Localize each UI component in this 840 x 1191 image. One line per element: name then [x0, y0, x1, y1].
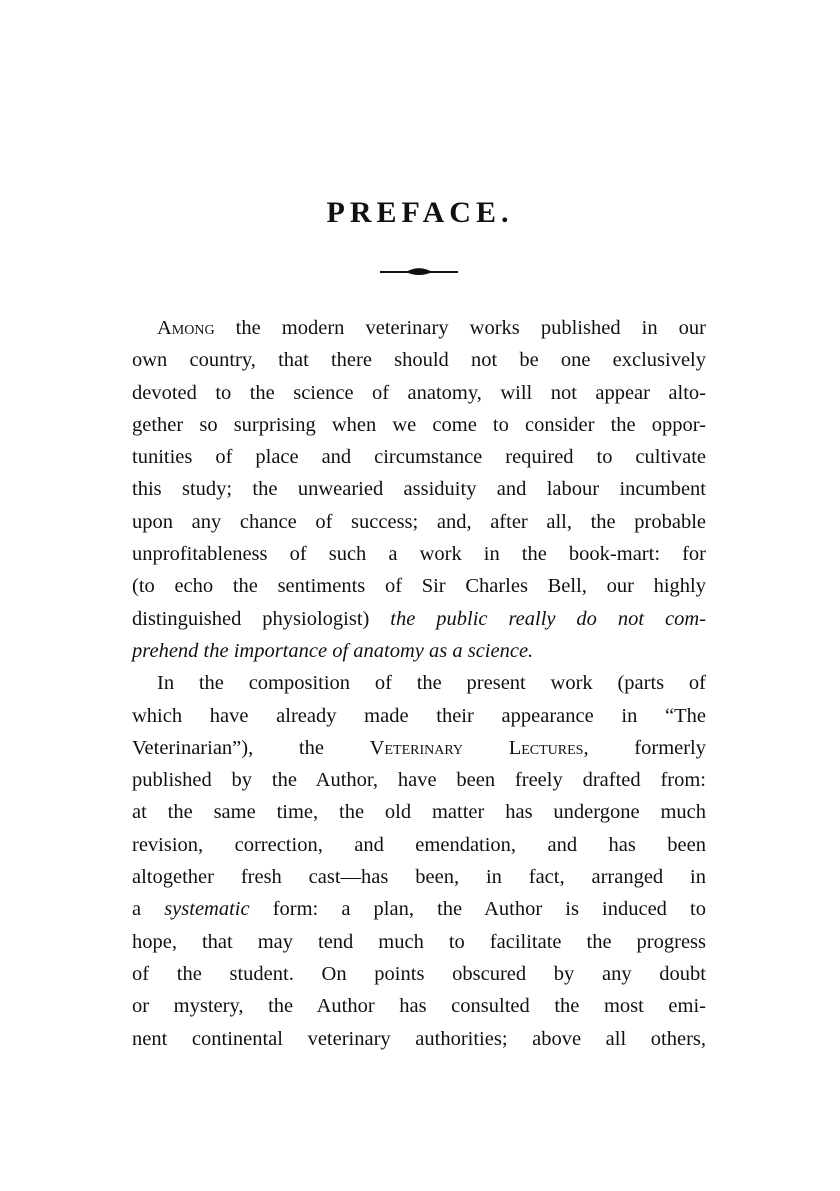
text-line: altogether fresh cast—has been, in fact, arranged in — [132, 866, 706, 889]
text-line: tunities of place and circumstance required to cultivate — [132, 446, 706, 469]
text-line: at the same time, the old matter has undergone much — [132, 801, 706, 824]
text-line: prehend the importance of anatomy as a science. — [132, 639, 534, 662]
page-title: PREFACE. — [326, 196, 514, 229]
text-line: of the student. On points obscured by any doubt — [132, 962, 706, 985]
text-line: nent continental veterinary authorities; above all others, — [132, 1027, 706, 1050]
text-line: upon any chance of success; and, after all, the probable — [132, 510, 706, 533]
text-line: published by the Author, have been freely drafted from: — [132, 769, 706, 792]
text-line: this study; the unwearied assiduity and labour incumbent — [132, 478, 706, 501]
ornament-rule-icon — [378, 264, 460, 278]
text-line: or mystery, the Author has consulted the most emi- — [132, 995, 706, 1018]
text-line: own country, that there should not be one exclusively — [132, 349, 706, 372]
text-line: a systematic form: a plan, the Author is induced to — [132, 898, 706, 921]
text-line: unprofitableness of such a work in the book-mart: for — [132, 543, 706, 566]
text-line: hope, that may tend much to facilitate the progress — [132, 930, 706, 953]
text-line: In the composition of the present work (parts of — [157, 672, 706, 695]
text-line: which have already made their appearance in “The — [132, 704, 706, 727]
text-line: revision, correction, and emendation, and has been — [132, 833, 706, 856]
text-line: gether so surprising when we come to consider the oppor- — [132, 413, 706, 436]
text-line: devoted to the science of anatomy, will not appear alto- — [132, 381, 706, 404]
text-line: distinguished physiologist) the public really do not com- — [132, 607, 706, 630]
text-line: (to echo the sentiments of Sir Charles Bell, our highly — [132, 575, 706, 598]
preface-text — [132, 312, 706, 1055]
text-line: Veterinarian”), the Veterinary Lectures, formerly — [132, 736, 707, 759]
text-line: Among the modern veterinary works published in our — [157, 317, 706, 339]
